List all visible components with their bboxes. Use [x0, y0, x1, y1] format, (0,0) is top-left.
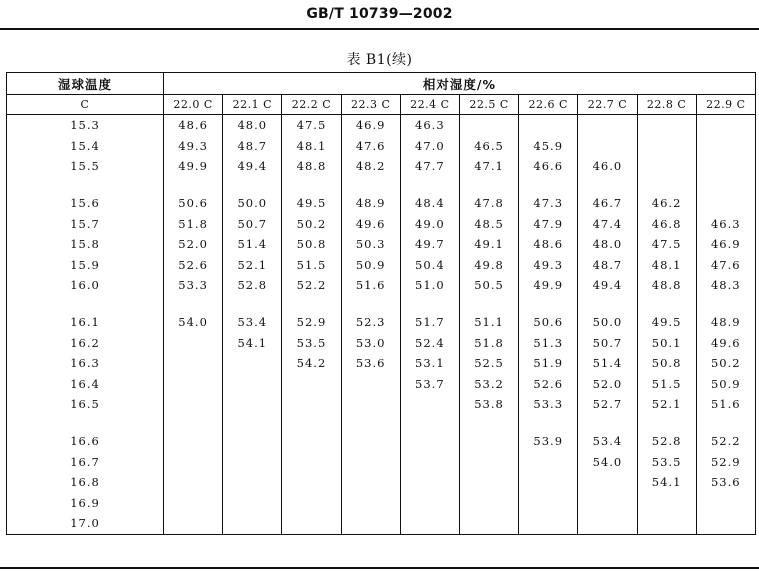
humidity-cell	[164, 374, 223, 395]
humidity-cell: 51.6	[341, 275, 400, 296]
humidity-cell: 47.1	[459, 156, 518, 177]
humidity-cell: 48.7	[578, 255, 637, 276]
page-header	[0, 0, 759, 34]
humidity-cell: 50.9	[696, 374, 755, 395]
humidity-cell: 48.6	[519, 234, 578, 255]
humidity-cell	[637, 115, 696, 136]
humidity-cell	[164, 451, 223, 472]
humidity-cell: 52.2	[696, 431, 755, 452]
humidity-cell: 49.9	[519, 275, 578, 296]
spacer-cell	[578, 177, 637, 193]
humidity-cell	[341, 394, 400, 415]
spacer-cell	[282, 177, 341, 193]
dry-bulb-column-header: 22.5 C	[459, 95, 518, 115]
wet-bulb-header: 湿球温度	[7, 73, 164, 95]
table-row	[7, 472, 756, 493]
humidity-cell: 49.5	[637, 312, 696, 333]
humidity-cell: 46.9	[696, 234, 755, 255]
table-row	[7, 374, 756, 395]
humidity-cell: 53.5	[282, 332, 341, 353]
spacer-cell	[400, 296, 459, 312]
humidity-cell: 48.8	[637, 275, 696, 296]
humidity-cell: 46.6	[519, 156, 578, 177]
humidity-cell: 51.3	[519, 332, 578, 353]
humidity-cell: 50.8	[282, 234, 341, 255]
humidity-cell: 51.8	[459, 332, 518, 353]
wet-bulb-cell: 16.2	[7, 332, 164, 353]
humidity-cell: 52.9	[696, 451, 755, 472]
wet-bulb-cell: 16.4	[7, 374, 164, 395]
humidity-cell	[164, 332, 223, 353]
humidity-cell: 51.9	[519, 353, 578, 374]
spacer-cell	[223, 296, 282, 312]
humidity-cell: 50.0	[578, 312, 637, 333]
humidity-cell: 46.5	[459, 136, 518, 157]
dry-bulb-column-header: 22.2 C	[282, 95, 341, 115]
humidity-cell	[519, 451, 578, 472]
spacer-cell	[400, 177, 459, 193]
wet-bulb-cell: 15.5	[7, 156, 164, 177]
humidity-cell	[164, 394, 223, 415]
humidity-cell: 48.7	[223, 136, 282, 157]
spacer-cell	[341, 177, 400, 193]
spacer-cell	[696, 296, 755, 312]
humidity-cell: 48.4	[400, 193, 459, 214]
spacer-cell	[164, 296, 223, 312]
humidity-cell: 51.1	[459, 312, 518, 333]
table-row	[7, 353, 756, 374]
humidity-cell: 53.8	[459, 394, 518, 415]
humidity-cell	[223, 451, 282, 472]
humidity-cell: 50.6	[519, 312, 578, 333]
humidity-cell	[519, 115, 578, 136]
spacer-cell	[578, 415, 637, 431]
humidity-cell: 47.6	[341, 136, 400, 157]
humidity-cell: 49.8	[459, 255, 518, 276]
humidity-table-frame	[6, 72, 755, 565]
table-row	[7, 493, 756, 514]
humidity-cell: 49.6	[696, 332, 755, 353]
dry-bulb-column-header: 22.1 C	[223, 95, 282, 115]
humidity-cell: 49.5	[282, 193, 341, 214]
wet-bulb-cell: 15.7	[7, 213, 164, 234]
humidity-cell	[578, 136, 637, 157]
spacer-cell	[459, 296, 518, 312]
humidity-cell	[459, 115, 518, 136]
humidity-cell	[696, 493, 755, 514]
wet-bulb-cell: 16.6	[7, 431, 164, 452]
humidity-cell: 51.8	[164, 213, 223, 234]
humidity-cell	[459, 513, 518, 534]
humidity-cell	[519, 472, 578, 493]
humidity-cell: 53.9	[519, 431, 578, 452]
humidity-table	[6, 72, 756, 535]
humidity-cell: 47.0	[400, 136, 459, 157]
humidity-cell: 50.2	[696, 353, 755, 374]
humidity-cell: 48.6	[164, 115, 223, 136]
humidity-cell: 48.1	[637, 255, 696, 276]
wet-bulb-cell: 15.6	[7, 193, 164, 214]
humidity-cell: 47.6	[696, 255, 755, 276]
humidity-cell: 49.6	[341, 213, 400, 234]
spacer-cell	[341, 415, 400, 431]
wet-bulb-cell: 17.0	[7, 513, 164, 534]
header-row-labels	[7, 73, 756, 95]
humidity-cell	[400, 394, 459, 415]
table-row	[7, 255, 756, 276]
humidity-cell: 52.6	[519, 374, 578, 395]
humidity-cell: 49.9	[164, 156, 223, 177]
humidity-cell: 52.4	[400, 332, 459, 353]
humidity-cell	[223, 472, 282, 493]
humidity-cell: 51.4	[578, 353, 637, 374]
humidity-cell	[459, 431, 518, 452]
humidity-cell	[578, 513, 637, 534]
table-row	[7, 431, 756, 452]
humidity-cell: 54.1	[223, 332, 282, 353]
humidity-cell: 48.3	[696, 275, 755, 296]
humidity-cell: 52.0	[578, 374, 637, 395]
humidity-cell	[223, 513, 282, 534]
humidity-cell: 54.0	[578, 451, 637, 472]
humidity-cell: 53.1	[400, 353, 459, 374]
table-row	[7, 451, 756, 472]
humidity-cell	[696, 156, 755, 177]
spacer-cell	[400, 415, 459, 431]
humidity-cell: 48.9	[341, 193, 400, 214]
humidity-cell: 52.6	[164, 255, 223, 276]
spacer-cell	[282, 296, 341, 312]
table-row	[7, 136, 756, 157]
humidity-cell: 49.0	[400, 213, 459, 234]
humidity-cell: 49.4	[223, 156, 282, 177]
humidity-cell	[400, 431, 459, 452]
humidity-cell: 48.8	[282, 156, 341, 177]
humidity-cell	[696, 115, 755, 136]
humidity-cell	[459, 493, 518, 514]
humidity-cell	[400, 472, 459, 493]
table-row	[7, 115, 756, 136]
humidity-cell: 50.8	[637, 353, 696, 374]
table-row	[7, 332, 756, 353]
humidity-cell: 46.7	[578, 193, 637, 214]
humidity-cell: 46.3	[400, 115, 459, 136]
humidity-cell	[282, 394, 341, 415]
humidity-cell: 52.5	[459, 353, 518, 374]
humidity-cell	[400, 493, 459, 514]
humidity-cell: 51.0	[400, 275, 459, 296]
humidity-cell: 47.9	[519, 213, 578, 234]
humidity-cell	[164, 513, 223, 534]
wet-bulb-cell: 15.4	[7, 136, 164, 157]
humidity-cell: 52.2	[282, 275, 341, 296]
humidity-cell: 52.1	[637, 394, 696, 415]
humidity-cell	[282, 451, 341, 472]
spacer-cell	[223, 177, 282, 193]
spacer-cell	[459, 177, 518, 193]
humidity-cell: 53.6	[696, 472, 755, 493]
humidity-cell: 50.0	[223, 193, 282, 214]
humidity-cell: 51.7	[400, 312, 459, 333]
humidity-cell: 51.5	[637, 374, 696, 395]
humidity-cell: 48.0	[578, 234, 637, 255]
humidity-cell: 50.7	[578, 332, 637, 353]
wet-bulb-cell: 16.1	[7, 312, 164, 333]
humidity-cell	[282, 513, 341, 534]
table-row	[7, 312, 756, 333]
humidity-cell	[696, 193, 755, 214]
spacer-cell	[696, 415, 755, 431]
spacer-cell	[7, 415, 164, 431]
wet-bulb-cell: 16.7	[7, 451, 164, 472]
wet-bulb-cell: 15.8	[7, 234, 164, 255]
wet-bulb-cell: 16.8	[7, 472, 164, 493]
humidity-cell: 46.3	[696, 213, 755, 234]
humidity-cell: 52.8	[223, 275, 282, 296]
humidity-cell: 53.0	[341, 332, 400, 353]
humidity-cell	[341, 451, 400, 472]
humidity-cell: 47.7	[400, 156, 459, 177]
humidity-cell: 46.9	[341, 115, 400, 136]
humidity-cell	[578, 115, 637, 136]
humidity-cell: 49.3	[519, 255, 578, 276]
dry-bulb-column-header: 22.4 C	[400, 95, 459, 115]
spacer-cell	[223, 415, 282, 431]
spacer-cell	[519, 415, 578, 431]
spacer-cell	[578, 296, 637, 312]
humidity-cell: 47.5	[637, 234, 696, 255]
humidity-cell: 49.1	[459, 234, 518, 255]
humidity-cell: 50.1	[637, 332, 696, 353]
humidity-cell	[341, 472, 400, 493]
humidity-cell	[637, 513, 696, 534]
humidity-cell: 52.0	[164, 234, 223, 255]
humidity-cell: 47.4	[578, 213, 637, 234]
wet-bulb-cell: 16.3	[7, 353, 164, 374]
spacer-cell	[341, 296, 400, 312]
humidity-cell	[637, 136, 696, 157]
humidity-cell: 50.5	[459, 275, 518, 296]
header-row-temperatures	[7, 95, 756, 115]
humidity-cell: 51.6	[696, 394, 755, 415]
table-row	[7, 213, 756, 234]
relative-humidity-header: 相对湿度/%	[164, 73, 756, 95]
humidity-cell	[223, 353, 282, 374]
humidity-cell	[223, 394, 282, 415]
humidity-cell: 52.1	[223, 255, 282, 276]
humidity-cell: 48.9	[696, 312, 755, 333]
humidity-cell: 51.4	[223, 234, 282, 255]
table-row	[7, 275, 756, 296]
table-row	[7, 156, 756, 177]
humidity-cell: 53.4	[578, 431, 637, 452]
dry-bulb-column-header: 22.8 C	[637, 95, 696, 115]
humidity-cell: 50.9	[341, 255, 400, 276]
humidity-cell	[459, 451, 518, 472]
spacer-cell	[696, 177, 755, 193]
humidity-cell: 50.4	[400, 255, 459, 276]
humidity-cell: 51.5	[282, 255, 341, 276]
spacer-cell	[637, 296, 696, 312]
humidity-cell	[164, 472, 223, 493]
humidity-cell: 50.2	[282, 213, 341, 234]
dry-bulb-column-header: 22.7 C	[578, 95, 637, 115]
humidity-cell: 50.7	[223, 213, 282, 234]
humidity-cell: 47.5	[282, 115, 341, 136]
humidity-cell: 47.3	[519, 193, 578, 214]
humidity-cell	[519, 493, 578, 514]
spacer-cell	[164, 415, 223, 431]
humidity-cell: 45.9	[519, 136, 578, 157]
humidity-cell: 54.2	[282, 353, 341, 374]
humidity-cell	[400, 513, 459, 534]
humidity-cell: 46.0	[578, 156, 637, 177]
humidity-cell: 52.9	[282, 312, 341, 333]
table-row	[7, 394, 756, 415]
wet-bulb-cell: 15.9	[7, 255, 164, 276]
wet-bulb-cell: 16.0	[7, 275, 164, 296]
humidity-cell: 46.2	[637, 193, 696, 214]
spacer-cell	[164, 177, 223, 193]
humidity-cell: 53.2	[459, 374, 518, 395]
humidity-cell: 47.8	[459, 193, 518, 214]
wet-bulb-cell: 15.3	[7, 115, 164, 136]
humidity-cell: 50.3	[341, 234, 400, 255]
humidity-cell: 54.1	[637, 472, 696, 493]
humidity-cell: 50.6	[164, 193, 223, 214]
humidity-cell: 49.3	[164, 136, 223, 157]
spacer-cell	[519, 177, 578, 193]
humidity-cell	[341, 374, 400, 395]
wet-bulb-unit: C	[7, 95, 164, 115]
group-spacer-row	[7, 415, 756, 431]
group-spacer-row	[7, 177, 756, 193]
dry-bulb-column-header: 22.0 C	[164, 95, 223, 115]
table-caption: 表 B1(续)	[346, 52, 413, 68]
humidity-cell	[696, 136, 755, 157]
table-body	[7, 115, 756, 535]
humidity-cell: 46.8	[637, 213, 696, 234]
humidity-cell: 53.7	[400, 374, 459, 395]
humidity-cell: 53.6	[341, 353, 400, 374]
table-row	[7, 234, 756, 255]
humidity-cell: 54.0	[164, 312, 223, 333]
spacer-cell	[637, 177, 696, 193]
standard-number: GB/T 10739—2002	[306, 6, 453, 22]
humidity-cell: 52.3	[341, 312, 400, 333]
humidity-cell	[164, 431, 223, 452]
humidity-cell	[282, 493, 341, 514]
wet-bulb-cell: 16.9	[7, 493, 164, 514]
spacer-cell	[7, 296, 164, 312]
spacer-cell	[459, 415, 518, 431]
humidity-cell: 53.5	[637, 451, 696, 472]
humidity-cell	[637, 156, 696, 177]
table-row	[7, 513, 756, 534]
spacer-cell	[519, 296, 578, 312]
dry-bulb-column-header: 22.3 C	[341, 95, 400, 115]
humidity-cell	[519, 513, 578, 534]
bottom-rule	[0, 567, 759, 569]
dry-bulb-column-header: 22.9 C	[696, 95, 755, 115]
humidity-cell: 53.4	[223, 312, 282, 333]
humidity-cell: 53.3	[164, 275, 223, 296]
spacer-cell	[282, 415, 341, 431]
humidity-cell	[578, 493, 637, 514]
dry-bulb-column-header: 22.6 C	[519, 95, 578, 115]
humidity-cell	[223, 431, 282, 452]
humidity-cell	[282, 431, 341, 452]
humidity-cell: 48.0	[223, 115, 282, 136]
humidity-cell: 52.7	[578, 394, 637, 415]
humidity-cell	[282, 374, 341, 395]
humidity-cell: 48.5	[459, 213, 518, 234]
humidity-cell	[341, 513, 400, 534]
humidity-cell: 49.4	[578, 275, 637, 296]
humidity-cell	[223, 493, 282, 514]
humidity-cell	[341, 431, 400, 452]
humidity-cell	[578, 472, 637, 493]
wet-bulb-cell: 16.5	[7, 394, 164, 415]
humidity-cell: 48.2	[341, 156, 400, 177]
humidity-cell	[164, 353, 223, 374]
spacer-cell	[7, 177, 164, 193]
header-rule	[0, 28, 759, 30]
humidity-cell: 48.1	[282, 136, 341, 157]
humidity-cell: 53.3	[519, 394, 578, 415]
humidity-cell	[223, 374, 282, 395]
humidity-cell	[637, 493, 696, 514]
humidity-cell	[164, 493, 223, 514]
humidity-cell: 49.7	[400, 234, 459, 255]
humidity-cell	[459, 472, 518, 493]
humidity-cell: 52.8	[637, 431, 696, 452]
spacer-cell	[637, 415, 696, 431]
humidity-cell	[341, 493, 400, 514]
group-spacer-row	[7, 296, 756, 312]
humidity-cell	[282, 472, 341, 493]
table-row	[7, 193, 756, 214]
humidity-cell	[400, 451, 459, 472]
humidity-cell	[696, 513, 755, 534]
